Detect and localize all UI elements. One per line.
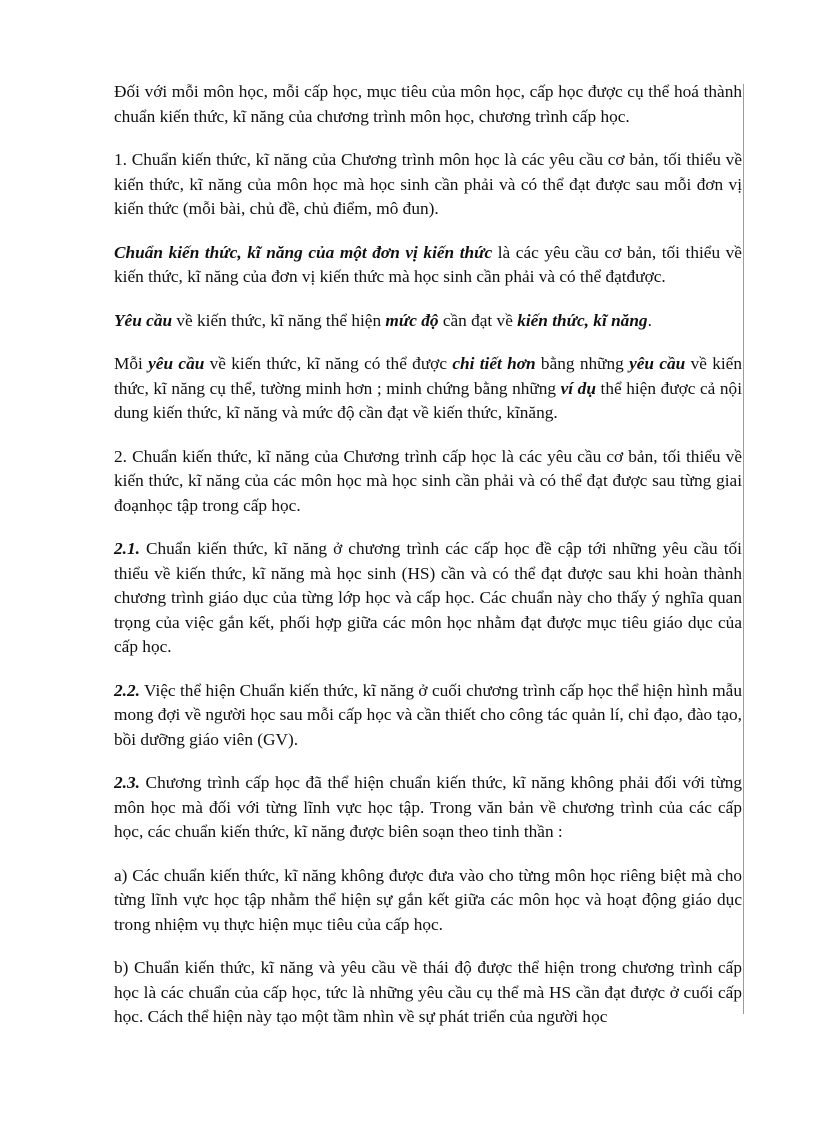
detail-text-3: bằng những — [535, 354, 630, 373]
requirement-term: Yêu cầu — [114, 310, 173, 330]
requirement-text-1: về kiến thức, kĩ năng thể hiện — [172, 310, 386, 330]
section-2-2-number: 2.2. — [114, 680, 140, 700]
requirement-text-2: cần đạt về — [438, 310, 518, 330]
unit-standard-text: là các yêu cầu cơ bản, tối thiểu về kiến thức, kĩ năng của đơn vị kiến thức mà học sinh cần phải và có thể đạtđược. — [114, 242, 742, 286]
detail-term-1: yêu cầu — [148, 354, 205, 373]
detail-text-1: Mỗi — [114, 354, 149, 373]
level-term: mức độ — [385, 310, 439, 330]
detail-text-5: thể hiện được cả nội dung kiến thức, kĩ năng và mức độ cần đạt về kiến thức, kĩnăng. — [114, 378, 742, 422]
item-a-paragraph: a) Các chuẩn kiến thức, kĩ năng không được đưa vào cho từng môn học riêng biệt mà cho từng lĩnh vực học tập nhằm thể hiện sự gắn kết giữa các môn học và hoạt động giáo dục trong nhiệm vụ thực hiện mục tiêu của cấp học. — [114, 865, 742, 934]
section-2-1-text: Chuẩn kiến thức, kĩ năng ở chương trình các cấp học đề cập tới những yêu cầu tối thiểu về kiến thức, kĩ năng mà học sinh (HS) cần và có thể đạt được sau khi hoàn thành chương trình giáo dục của từng lớp học và cấp học. Các chuẩn này cho thấy ý nghĩa quan trọng của việc gắn kết, phối hợp giữa các môn học nhằm đạt được mục tiêu giáo dục của cấp học. — [114, 539, 742, 656]
detail-term-2: chi tiết hơn — [452, 354, 536, 373]
section-2-2-text: Việc thể hiện Chuẩn kiến thức, kĩ năng ở cuối chương trình cấp học thể hiện hình mẫu mong đợi về người học sau mỗi cấp học và cần thiết cho công tác quản lí, chỉ đạo, đào tạo, bồi dưỡng giáo viên (GV). — [114, 680, 742, 749]
unit-standard-paragraph — [114, 241, 742, 290]
unit-standard-term: Chuẩn kiến thức, kĩ năng của một đơn vị kiến thức — [114, 242, 493, 262]
section-2-3-text: Chương trình cấp học đã thể hiện chuẩn kiến thức, kĩ năng không phải đối với từng môn học mà đối với từng lĩnh vực học tập. Trong văn bản về chương trình của các cấp học, các chuẩn kiến thức, kĩ năng được biên soạn theo tinh thần : — [114, 773, 742, 841]
section-2-3-number: 2.3. — [114, 773, 140, 792]
section-2-2-paragraph — [114, 679, 742, 753]
section-2-3-paragraph — [114, 771, 742, 845]
section-2-paragraph: 2. Chuẩn kiến thức, kĩ năng của Chương trình cấp học là các yêu cầu cơ bản, tối thiểu về kiến thức, kĩ năng của các môn học mà học sinh cần phải và có thể đạt được sau từng giai đoạnhọc tập trong cấp học. — [114, 446, 742, 515]
detail-term-4: ví dụ — [560, 378, 596, 398]
requirement-text-3: . — [647, 310, 652, 330]
knowledge-skill-term: kiến thức, kĩ năng — [517, 310, 648, 330]
section-2-1-number: 2.1. — [114, 539, 140, 558]
document-page — [114, 80, 742, 1049]
section-1-paragraph: 1. Chuẩn kiến thức, kĩ năng của Chương trình môn học là các yêu cầu cơ bản, tối thiểu về kiến thức, kĩ năng của môn học mà học sinh cần phải và có thể đạt được sau mỗi đơn vị kiến thức (mỗi bài, chủ đề, chủ điểm, mô đun). — [114, 150, 742, 218]
intro-paragraph: Đối với mỗi môn học, mỗi cấp học, mục tiêu của môn học, cấp học được cụ thể hoá thành chuẩn kiến thức, kĩ năng của chương trình môn học, chương trình cấp học. — [114, 82, 742, 126]
section-2-1-paragraph — [114, 537, 742, 660]
requirement-paragraph — [114, 309, 742, 334]
detail-text-2: về kiến thức, kĩ năng có thể được — [204, 354, 453, 373]
detail-term-3: yêu cầu — [629, 354, 686, 373]
item-b-paragraph: b) Chuẩn kiến thức, kĩ năng và yêu cầu về thái độ được thể hiện trong chương trình cấp học là các chuẩn của cấp học, tức là những yêu cầu cụ thể mà HS cần đạt được ở cuối cấp học. Cách thể hiện này tạo một tầm nhìn về sự phát triển của người học — [114, 958, 742, 1026]
detail-text-4: về kiến thức, kĩ năng cụ thể, tường minh hơn ; minh chứng bằng những — [114, 354, 742, 398]
right-margin-rule — [743, 84, 744, 1014]
detail-requirement-paragraph — [114, 352, 742, 426]
